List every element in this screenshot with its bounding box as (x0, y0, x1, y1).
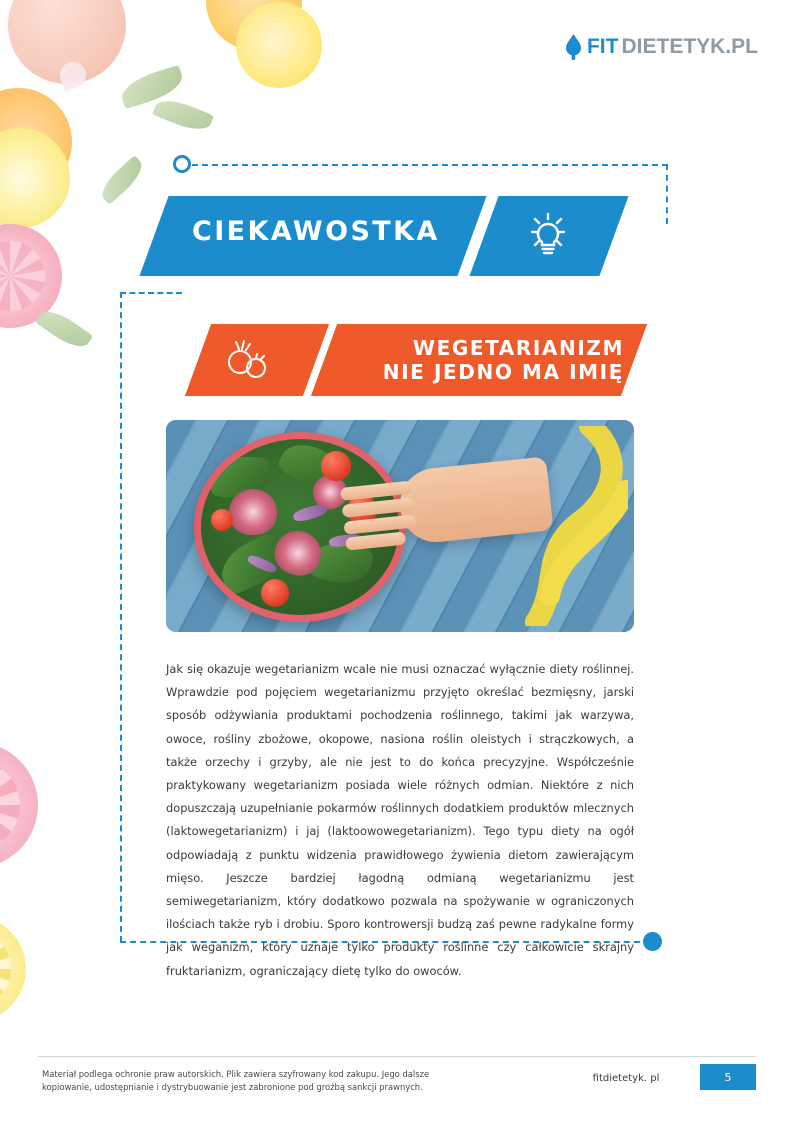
vegetables-icon (222, 336, 276, 384)
banner-ciekawostka (154, 196, 602, 276)
grapefruit-right-decor-icon (0, 742, 38, 868)
footer-disclaimer-line1: Materiał podlega ochronie praw autorskich. Plik zawiera szyfrowany kod zakupu. Jego dalsze (42, 1069, 430, 1079)
page-number-badge: 5 (700, 1064, 756, 1090)
grapefruit-left-decor-icon (0, 224, 62, 328)
lemon-right-decor-icon (0, 916, 26, 1022)
banner-title: CIEKAWOSTKA (192, 216, 440, 247)
article-paragraph: Jak się okazuje wegetarianizm wcale nie musi oznaczać wyłącznie diety roślinnej. Wprawdzie pod pojęciem wegetarianizmu przyjęto określać bezmięsny, jarski sposób odżywiania produktami pochodzenia roślinnego, takimi jak warzywa, owoce, rośliny zbożowe, okopowe, nasiona roślin oleistych i strączkowych, a także orzechy i grzyby, ale nie jest to do końca precyzyjne. Współcześnie praktykowany wegetarianizm posiada wiele różnych odmian. Niektóre z nich dopuszczają uzupełnianie pokarmów roślinnych dodatkiem produktów mlecznych (laktowegetarianizm) i jaj (laktoowowegetarianizm). Tego typu diety na ogół odpowiadają z punktu widzenia prawidłowego żywienia dietom zawierającym mięso. Jeszcze bardziej łagodną odmianą wegetarianizmu jest semiwegetarianizm, który dodatkowo pozwala na spożywanie w ograniczonych ilościach także ryb i drobiu. Sporo kontrowersji budzą zaś pewne radykalne formy jak weganizm, który uznaje tylko produkty roślinne czy całkowicie skrajny fruktarianizm, ograniczający dietę tylko do owoców. (166, 662, 634, 978)
banner-orange-title (354, 336, 624, 384)
frame-dot-filled (643, 932, 662, 951)
leaf-drop-icon (565, 34, 582, 60)
logo-text-fit: FIT (586, 35, 619, 58)
frame-line-left (120, 292, 122, 942)
orange-decor-icon (206, 0, 302, 50)
brand-logo[interactable] (565, 34, 758, 60)
lightbulb-icon (522, 212, 574, 262)
leaf-decor-icon (96, 155, 148, 205)
frame-dot-open (173, 155, 191, 173)
footer-site-url: fitdietetyk. pl (592, 1073, 660, 1084)
petal-decor-icon (56, 58, 89, 91)
footer-disclaimer (42, 1068, 462, 1094)
leaf-decor-icon (118, 65, 187, 110)
article-photo (166, 420, 634, 632)
footer-disclaimer-line2: kopiowanie, udostępnianie i dystrybuowanie jest zabronione pod groźbą sankcji prawnych. (42, 1082, 423, 1092)
logo-text-dietetyk: DIETETYK.PL (621, 35, 758, 58)
banner-wegetarianizm (198, 324, 626, 396)
frame-line-left-top (120, 292, 182, 294)
peach-decor-icon (8, 0, 126, 84)
leaf-decor-icon (152, 94, 214, 136)
leaf-decor-icon (35, 304, 93, 354)
lemon-decor-icon (236, 2, 322, 88)
footer-divider (38, 1056, 756, 1057)
frame-line-right (666, 164, 668, 224)
measuring-tape-icon (440, 426, 628, 626)
banner-orange-line1: WEGETARIANIZM (412, 336, 624, 360)
frame-line-top (182, 164, 668, 166)
banner-orange-line2: NIE JEDNO MA IMIĘ (382, 360, 624, 384)
lemon-left-decor-icon (0, 128, 70, 228)
orange-left-decor-icon (0, 88, 72, 196)
